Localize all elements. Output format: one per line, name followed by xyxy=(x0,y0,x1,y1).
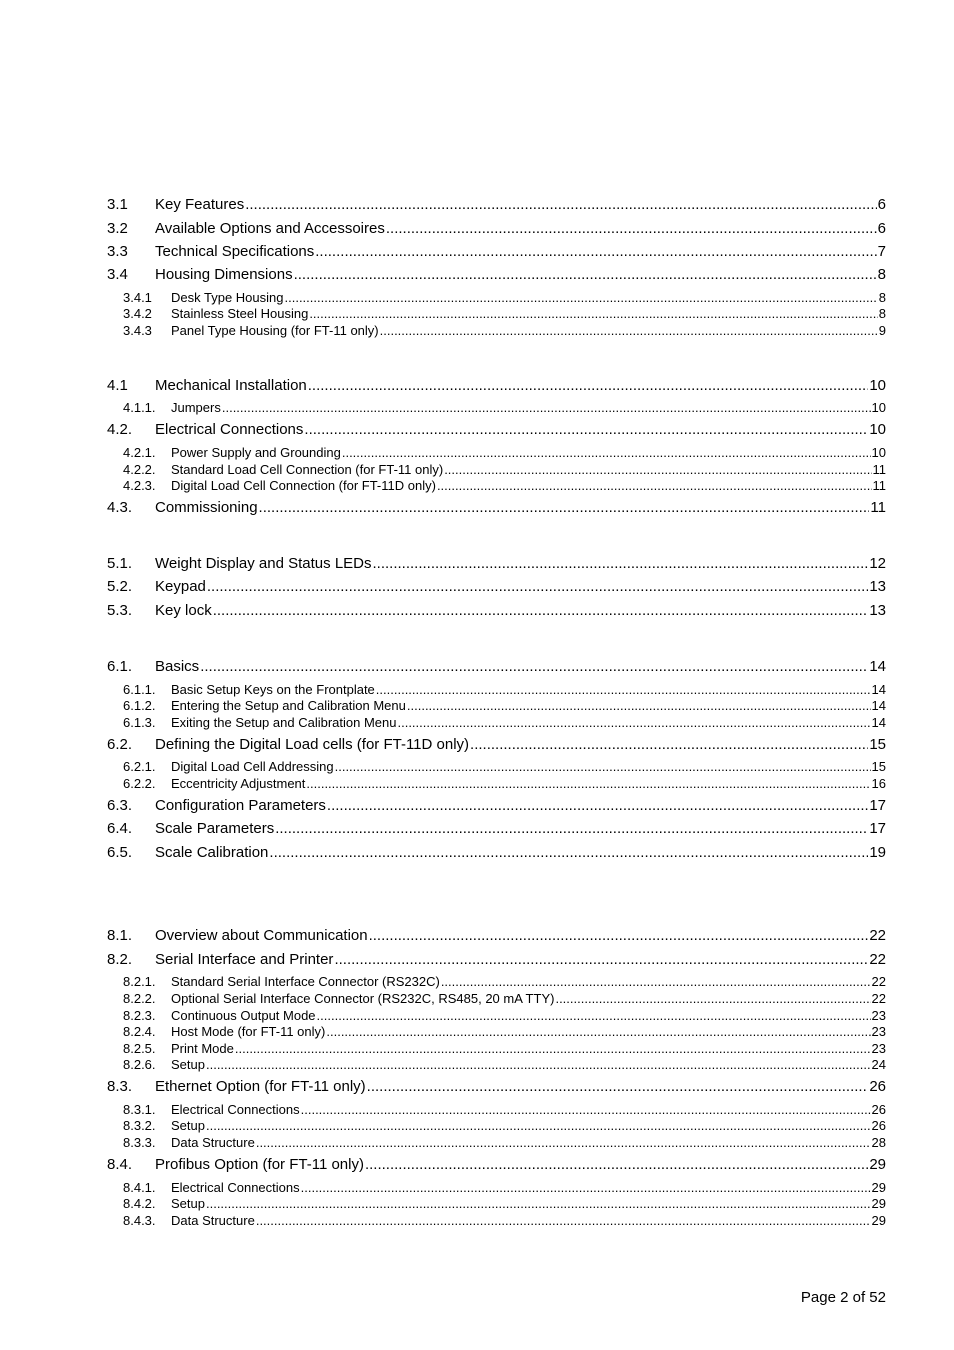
toc-entry[interactable] xyxy=(107,927,886,945)
toc-entry[interactable] xyxy=(107,323,886,338)
toc-entry[interactable] xyxy=(107,991,886,1006)
toc-entry-number: 8.1. xyxy=(107,927,133,944)
toc-entry[interactable] xyxy=(107,290,886,305)
toc-dot-leader xyxy=(373,555,869,573)
toc-entry[interactable] xyxy=(107,797,886,815)
toc-dot-leader xyxy=(275,820,868,838)
toc-dot-leader xyxy=(315,243,876,261)
toc-dot-leader xyxy=(222,400,871,415)
toc-entry[interactable] xyxy=(107,736,886,754)
toc-entry-page: 13 xyxy=(869,578,886,595)
toc-entry-title: Desk Type Housing xyxy=(171,290,284,305)
toc-entry[interactable] xyxy=(107,377,886,395)
toc-entry-page: 17 xyxy=(869,820,886,837)
toc-entry[interactable] xyxy=(107,715,886,730)
toc-dot-leader xyxy=(397,715,870,730)
toc-entry-title: Continuous Output Mode xyxy=(171,1008,316,1023)
toc-entry-page: 13 xyxy=(869,602,886,619)
toc-entry-title: Electrical Connections xyxy=(155,421,304,438)
toc-dot-leader xyxy=(376,682,871,697)
toc-entry[interactable] xyxy=(107,196,886,214)
toc-entry-page: 23 xyxy=(871,1008,886,1023)
toc-entry-page: 26 xyxy=(871,1102,886,1117)
toc-dot-leader xyxy=(301,1102,871,1117)
toc-entry-number: 3.3 xyxy=(107,243,128,260)
toc-entry-title: Power Supply and Grounding xyxy=(171,445,341,460)
toc-entry-page: 17 xyxy=(869,797,886,814)
toc-dot-leader xyxy=(294,266,877,284)
toc-entry-title: Basics xyxy=(155,658,200,675)
toc-entry-title: Optional Serial Interface Connector (RS232C, RS485, 20 mA TTY) xyxy=(171,991,555,1006)
toc-entry[interactable] xyxy=(107,1196,886,1211)
toc-entry[interactable] xyxy=(107,1057,886,1072)
toc-entry-page: 16 xyxy=(871,776,886,791)
toc-dot-leader xyxy=(386,220,877,238)
toc-entry-title: Defining the Digital Load cells (for FT-11D only) xyxy=(155,736,470,753)
toc-entry-page: 9 xyxy=(878,323,886,338)
toc-entry-number: 4.2. xyxy=(107,421,133,438)
toc-entry-number: 8.3.1. xyxy=(123,1102,156,1117)
toc-dot-leader xyxy=(555,991,870,1006)
toc-dot-leader xyxy=(470,736,868,754)
toc-entry-page: 10 xyxy=(869,421,886,438)
toc-entry[interactable] xyxy=(107,1118,886,1133)
toc-entry-page: 6 xyxy=(877,196,886,213)
toc-entry-number: 6.1.2. xyxy=(123,698,156,713)
toc-entry-number: 8.2.2. xyxy=(123,991,156,1006)
toc-entry[interactable] xyxy=(107,555,886,573)
toc-dot-leader xyxy=(206,1196,871,1211)
toc-dot-leader xyxy=(327,797,868,815)
toc-entry-page: 29 xyxy=(869,1156,886,1173)
toc-entry-number: 6.1. xyxy=(107,658,133,675)
toc-entry-page: 14 xyxy=(869,658,886,675)
toc-entry-title: Setup xyxy=(171,1118,205,1133)
toc-entry[interactable] xyxy=(107,974,886,989)
toc-entry-number: 6.3. xyxy=(107,797,133,814)
toc-entry-page: 6 xyxy=(877,220,886,237)
toc-entry[interactable] xyxy=(107,682,886,697)
toc-entry-title: Key Features xyxy=(155,196,245,213)
toc-dot-leader xyxy=(206,1118,871,1133)
toc-entry-title: Jumpers xyxy=(171,400,221,415)
toc-dot-leader xyxy=(285,290,878,305)
toc-entry[interactable] xyxy=(107,820,886,838)
toc-entry-number: 8.2.5. xyxy=(123,1041,156,1056)
toc-entry[interactable] xyxy=(107,698,886,713)
toc-entry-title: Host Mode (for FT-11 only) xyxy=(171,1024,326,1039)
toc-dot-leader xyxy=(207,578,868,596)
toc-entry-page: 12 xyxy=(869,555,886,572)
toc-dot-leader xyxy=(308,377,869,395)
toc-entry-title: Digital Load Cell Connection (for FT-11D only) xyxy=(171,478,436,493)
toc-dot-leader xyxy=(335,759,871,774)
toc-entry-title: Standard Load Cell Connection (for FT-11 only) xyxy=(171,462,444,477)
toc-entry[interactable] xyxy=(107,1156,886,1174)
toc-entry-title: Digital Load Cell Addressing xyxy=(171,759,334,774)
toc-dot-leader xyxy=(407,698,871,713)
toc-entry-number: 8.4.3. xyxy=(123,1213,156,1228)
page-number: Page 2 of 52 xyxy=(800,1289,886,1306)
toc-entry[interactable] xyxy=(107,400,886,415)
toc-entry-page: 24 xyxy=(871,1057,886,1072)
toc-entry[interactable] xyxy=(107,445,886,460)
toc-dot-leader xyxy=(304,421,868,439)
toc-entry-page: 10 xyxy=(871,400,886,415)
toc-entry-number: 5.1. xyxy=(107,555,133,572)
toc-entry-title: Ethernet Option (for FT-11 only) xyxy=(155,1078,366,1095)
toc-entry-title: Entering the Setup and Calibration Menu xyxy=(171,698,406,713)
toc-entry-title: Setup xyxy=(171,1057,205,1072)
toc-entry-number: 8.4.2. xyxy=(123,1196,156,1211)
toc-dot-leader xyxy=(235,1041,871,1056)
toc-dot-leader xyxy=(256,1213,871,1228)
toc-entry[interactable] xyxy=(107,1180,886,1195)
toc-dot-leader xyxy=(306,776,870,791)
toc-entry-page: 8 xyxy=(878,306,886,321)
toc-entry-number: 3.1 xyxy=(107,196,128,213)
toc-entry-page: 11 xyxy=(872,462,886,477)
toc-dot-leader xyxy=(380,323,878,338)
toc-entry[interactable] xyxy=(107,759,886,774)
toc-entry-title: Scale Calibration xyxy=(155,844,269,861)
toc-dot-leader xyxy=(334,951,868,969)
toc-entry[interactable] xyxy=(107,776,886,791)
toc-entry-page: 22 xyxy=(869,951,886,968)
toc-entry-page: 28 xyxy=(871,1135,886,1150)
toc-dot-leader xyxy=(213,602,869,620)
toc-entry-number: 6.5. xyxy=(107,844,133,861)
toc-entry[interactable] xyxy=(107,1078,886,1096)
toc-entry-page: 29 xyxy=(871,1196,886,1211)
toc-entry-number: 3.4 xyxy=(107,266,128,283)
toc-entry-page: 26 xyxy=(871,1118,886,1133)
toc-entry-number: 6.1.1. xyxy=(123,682,156,697)
toc-entry-number: 8.2. xyxy=(107,951,133,968)
toc-dot-leader xyxy=(200,658,868,676)
toc-entry[interactable] xyxy=(107,306,886,321)
toc-entry-number: 8.3.3. xyxy=(123,1135,156,1150)
toc-entry-page: 7 xyxy=(877,243,886,260)
toc-dot-leader xyxy=(317,1008,871,1023)
toc-dot-leader xyxy=(269,844,868,862)
toc-entry[interactable] xyxy=(107,1041,886,1056)
toc-dot-leader xyxy=(245,196,876,214)
toc-entry[interactable] xyxy=(107,1213,886,1228)
toc-entry-number: 8.2.1. xyxy=(123,974,156,989)
toc-entry-title: Mechanical Installation xyxy=(155,377,307,394)
toc-entry-title: Electrical Connections xyxy=(171,1102,300,1117)
toc-entry-title: Exiting the Setup and Calibration Menu xyxy=(171,715,397,730)
toc-dot-leader xyxy=(206,1057,871,1072)
toc-entry-title: Electrical Connections xyxy=(171,1180,300,1195)
toc-entry-page: 10 xyxy=(871,445,886,460)
toc-entry-number: 8.3. xyxy=(107,1078,133,1095)
toc-dot-leader xyxy=(444,462,871,477)
toc-entry-title: Technical Specifications xyxy=(155,243,315,260)
toc-entry-number: 6.1.3. xyxy=(123,715,156,730)
toc-entry-number: 4.1 xyxy=(107,377,128,394)
toc-entry-page: 23 xyxy=(871,1024,886,1039)
toc-entry-number: 8.2.3. xyxy=(123,1008,156,1023)
toc-entry-page: 10 xyxy=(869,377,886,394)
toc-entry[interactable] xyxy=(107,243,886,261)
toc-entry-title: Panel Type Housing (for FT-11 only) xyxy=(171,323,379,338)
toc-entry-number: 5.2. xyxy=(107,578,133,595)
toc-dot-leader xyxy=(367,1078,869,1096)
toc-dot-leader xyxy=(259,499,870,517)
toc-entry-title: Eccentricity Adjustment xyxy=(171,776,306,791)
toc-entry-page: 14 xyxy=(871,698,886,713)
toc-entry-page: 11 xyxy=(870,499,886,516)
toc-entry-page: 14 xyxy=(871,682,886,697)
toc-entry-title: Overview about Communication xyxy=(155,927,368,944)
toc-entry[interactable] xyxy=(107,1135,886,1150)
toc-dot-leader xyxy=(365,1156,868,1174)
toc-entry-number: 6.2.2. xyxy=(123,776,156,791)
toc-entry-page: 26 xyxy=(869,1078,886,1095)
toc-entry[interactable] xyxy=(107,844,886,862)
toc-entry[interactable] xyxy=(107,1024,886,1039)
toc-entry[interactable] xyxy=(107,499,886,517)
toc-entry-page: 19 xyxy=(869,844,886,861)
toc-dot-leader xyxy=(437,478,872,493)
toc-entry[interactable] xyxy=(107,578,886,596)
toc-entry[interactable] xyxy=(107,421,886,439)
toc-dot-leader xyxy=(301,1180,871,1195)
toc-entry-title: Available Options and Accessoires xyxy=(155,220,385,237)
toc-entry-number: 8.4.1. xyxy=(123,1180,156,1195)
toc-entry[interactable] xyxy=(107,266,886,284)
toc-entry-page: 15 xyxy=(869,736,886,753)
toc-dot-leader xyxy=(256,1135,871,1150)
toc-entry[interactable] xyxy=(107,602,886,620)
toc-entry-number: 8.2.6. xyxy=(123,1057,156,1072)
toc-entry-number: 3.4.1 xyxy=(123,290,152,305)
toc-entry-title: Configuration Parameters xyxy=(155,797,326,814)
toc-entry-title: Data Structure xyxy=(171,1135,255,1150)
toc-entry-title: Setup xyxy=(171,1196,205,1211)
toc-entry-number: 6.2. xyxy=(107,736,133,753)
toc-entry-number: 6.2.1. xyxy=(123,759,156,774)
toc-entry-number: 3.4.2 xyxy=(123,306,152,321)
toc-entry-page: 22 xyxy=(871,974,886,989)
toc-entry-number: 8.3.2. xyxy=(123,1118,156,1133)
toc-entry-title: Housing Dimensions xyxy=(155,266,293,283)
toc-entry-title: Scale Parameters xyxy=(155,820,275,837)
toc-entry-number: 4.1.1. xyxy=(123,400,156,415)
toc-entry-number: 4.2.1. xyxy=(123,445,156,460)
toc-entry[interactable] xyxy=(107,951,886,969)
toc-entry-title: Print Mode xyxy=(171,1041,234,1056)
toc-entry-number: 3.2 xyxy=(107,220,128,237)
toc-entry-title: Key lock xyxy=(155,602,212,619)
toc-entry-page: 29 xyxy=(871,1180,886,1195)
toc-entry-page: 8 xyxy=(877,266,886,283)
toc-entry-title: Serial Interface and Printer xyxy=(155,951,334,968)
toc-entry-page: 23 xyxy=(871,1041,886,1056)
toc-entry-title: Stainless Steel Housing xyxy=(171,306,309,321)
toc-entry-number: 5.3. xyxy=(107,602,133,619)
toc-entry-title: Keypad xyxy=(155,578,206,595)
toc-entry-title: Weight Display and Status LEDs xyxy=(155,555,372,572)
toc-entry[interactable] xyxy=(107,658,886,676)
toc-entry-page: 29 xyxy=(871,1213,886,1228)
toc-entry-title: Data Structure xyxy=(171,1213,255,1228)
toc-entry-page: 15 xyxy=(871,759,886,774)
toc-entry[interactable] xyxy=(107,478,886,493)
toc-dot-leader xyxy=(309,306,877,321)
toc-dot-leader xyxy=(369,927,869,945)
toc-entry-number: 4.2.3. xyxy=(123,478,156,493)
toc-entry-title: Profibus Option (for FT-11 only) xyxy=(155,1156,364,1173)
toc-entry[interactable] xyxy=(107,462,886,477)
toc-entry-number: 4.2.2. xyxy=(123,462,156,477)
toc-entry[interactable] xyxy=(107,220,886,238)
toc-entry-page: 22 xyxy=(871,991,886,1006)
toc-dot-leader xyxy=(326,1024,870,1039)
toc-entry-number: 3.4.3 xyxy=(123,323,152,338)
toc-entry[interactable] xyxy=(107,1008,886,1023)
toc-dot-leader xyxy=(342,445,871,460)
toc-entry-page: 11 xyxy=(872,478,886,493)
toc-dot-leader xyxy=(441,974,871,989)
toc-entry-number: 8.2.4. xyxy=(123,1024,156,1039)
toc-entry-title: Commissioning xyxy=(155,499,258,516)
toc-entry[interactable] xyxy=(107,1102,886,1117)
toc-entry-number: 8.4. xyxy=(107,1156,133,1173)
toc-entry-page: 8 xyxy=(878,290,886,305)
toc-entry-number: 4.3. xyxy=(107,499,133,516)
toc-entry-title: Standard Serial Interface Connector (RS232C) xyxy=(171,974,440,989)
toc-entry-page: 14 xyxy=(871,715,886,730)
toc-entry-number: 6.4. xyxy=(107,820,133,837)
toc-entry-page: 22 xyxy=(869,927,886,944)
toc-entry-title: Basic Setup Keys on the Frontplate xyxy=(171,682,375,697)
